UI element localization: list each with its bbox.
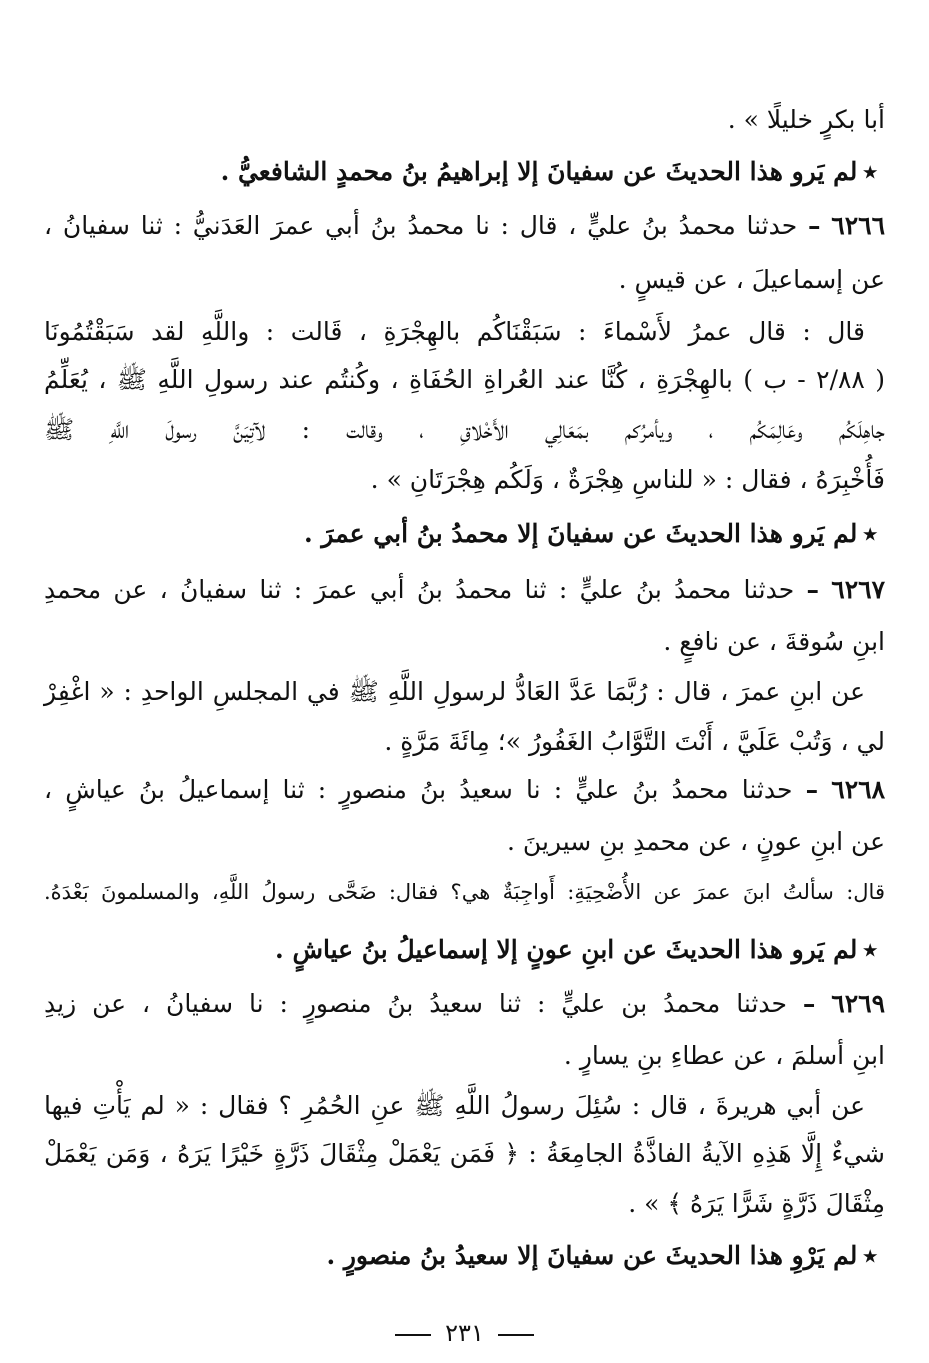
hadith-number: ٦٢٦٧ <box>831 575 886 604</box>
text-line <box>44 410 885 450</box>
footer-rule-left <box>395 1334 431 1336</box>
hadith-number: ٦٢٦٩ <box>831 989 885 1018</box>
line-text: عن ابنِ عمرَ ، قال : رُبَّمَا عَدَّ العَادُّ لرسولِ اللَّهِ ﷺ في المجلسِ الواحدِ : « اغْفِرْ <box>44 677 865 706</box>
hadith-dash: – <box>805 775 819 804</box>
text-line <box>44 312 865 352</box>
note-text: لم يَرو هذا الحديثَ عن سفيانَ إلا إبراهيمُ بنُ محمدٍ الشافعيُّ . <box>220 157 858 186</box>
line-text: عن إسماعيلَ ، عن قيسٍ . <box>618 265 885 294</box>
text-line <box>44 822 885 862</box>
hadith-number: ٦٢٦٨ <box>831 775 885 804</box>
hadith-dash: – <box>806 575 820 604</box>
line-text: قال : قال عمرُ لأَسْماءَ : سَبَقْنَاكُم بالهِجْرَةِ ، قَالت : واللَّهِ لقد سَبَقْتُمُونَا <box>44 317 865 346</box>
line-text: عن ابنِ عونٍ ، عن محمدِ بنِ سيرينَ . <box>507 827 885 856</box>
line-text: حدثنا محمدُ بنُ عليٍّ : ثنا محمدُ بنُ أبي عمرَ : ثنا سفيانُ ، عن محمدِ <box>44 575 795 604</box>
page-footer <box>0 1318 929 1348</box>
line-text: مِثْقَالَ ذَرَّةٍ شَرًّا يَرَهُ ﴾ » . <box>628 1189 885 1218</box>
note-line <box>44 152 877 192</box>
star-icon: ٭ <box>863 1241 877 1270</box>
note-line <box>44 514 877 554</box>
line-text: ابنِ أسلمَ ، عن عطاءِ بنِ يسارٍ . <box>563 1041 885 1070</box>
note-text: لم يَرو هذا الحديثَ عن ابنِ عونٍ إلا إسماعيلُ بنُ عياشٍ . <box>275 935 858 964</box>
line-text: قال: سألتُ ابنَ عمرَ عن الأُضْحِيَةِ: أَواجِبَةٌ هي؟ فقال: ضَحَّى رسولُ اللَّهِ، والمسلمونَ بَعْدَهُ. <box>44 880 885 904</box>
note-line <box>44 1236 877 1276</box>
line-text: فَأُخْبِرَهُ ، فقال : « للناسِ هِجْرَةٌ ، وَلَكُم هِجْرَتَانِ » . <box>370 465 885 494</box>
line-text: أبا بكرٍ خليلًا » . <box>727 105 885 134</box>
hadith-header-6269 <box>44 984 885 1024</box>
text-line <box>44 1134 885 1174</box>
line-text: جاهِلَكُم وعَالِمَكُم ، ويأمرُكم بمَعَالِي الأَخْلاقِ ، وقالت : لآتِيَنَّ رسولَ اللَّهِ ﷺ <box>44 415 885 444</box>
line-text: لي ، وَتُبْ عَلَيَّ ، أَنْتَ التَّوَّابُ الغَفُورُ »؛ مِائَةَ مَرَّةٍ . <box>384 727 885 756</box>
text-line <box>44 100 885 140</box>
hadith-header-6267 <box>44 570 885 610</box>
line-text: ( ٢/٨٨ - ب ) بالهِجْرَةِ ، كُنَّا عند العُراةِ الحُفَاةِ ، وكُنتُم عند رسولِ اللَّهِ ﷺ ، يُعَلِّمُ <box>44 365 885 394</box>
line-text: ابنِ سُوقةَ ، عن نافعٍ . <box>663 627 885 656</box>
text-line <box>44 872 885 912</box>
text-line <box>44 722 885 762</box>
hadith-dash: – <box>802 989 816 1018</box>
line-text: حدثنا محمدُ بنُ عليٍّ : نا سعيدُ بنُ منصورٍ : ثنا إسماعيلُ بنُ عياشٍ ، <box>44 775 793 804</box>
line-text: عن أبي هريرةَ ، قال : سُئِلَ رسولُ اللَّهِ ﷺ عنِ الحُمُرِ ؟ فقال : « لم يَأْتِ فيها <box>44 1091 865 1120</box>
text-line <box>44 672 865 712</box>
star-icon: ٭ <box>863 519 877 548</box>
text-line <box>44 1086 865 1126</box>
text-line <box>44 1036 885 1076</box>
line-text: حدثنا محمدُ بن عليٍّ : ثنا سعيدُ بنُ منصورٍ : نا سفيانُ ، عن زيدِ <box>44 989 787 1018</box>
text-line <box>44 360 885 400</box>
star-icon: ٭ <box>863 935 877 964</box>
star-icon: ٭ <box>863 157 877 186</box>
text-line <box>44 622 885 662</box>
hadith-header-6268 <box>44 770 885 810</box>
text-line <box>44 460 885 500</box>
hadith-header-6266 <box>44 206 885 246</box>
note-line <box>44 930 877 970</box>
line-text: شيءٌ إِلَّا هَذِهِ الآيةُ الفاذَّةُ الجامِعَةُ : ﴿ فَمَن يَعْمَلْ مِثْقَالَ ذَرَّةٍ خَيْرًا يَرَهُ ، وَمَن يَعْمَلْ <box>44 1139 885 1168</box>
page-number: ٢٣١ <box>445 1319 484 1347</box>
note-text: لم يَرو هذا الحديثَ عن سفيانَ إلا محمدُ بنُ أبي عمرَ . <box>304 519 858 548</box>
text-line <box>44 1184 885 1224</box>
text-line <box>44 260 885 300</box>
footer-rule-right <box>498 1334 534 1336</box>
hadith-dash: – <box>808 211 821 240</box>
hadith-number: ٦٢٦٦ <box>831 211 885 240</box>
note-text: لم يَرْوِ هذا الحديثَ عن سفيانَ إلا سعيدُ بنُ منصورٍ . <box>326 1241 858 1270</box>
line-text: حدثنا محمدُ بنُ عليٍّ ، قال : نا محمدُ بنُ أبي عمرَ العَدَنيُّ : ثنا سفيانُ ، <box>44 211 798 240</box>
